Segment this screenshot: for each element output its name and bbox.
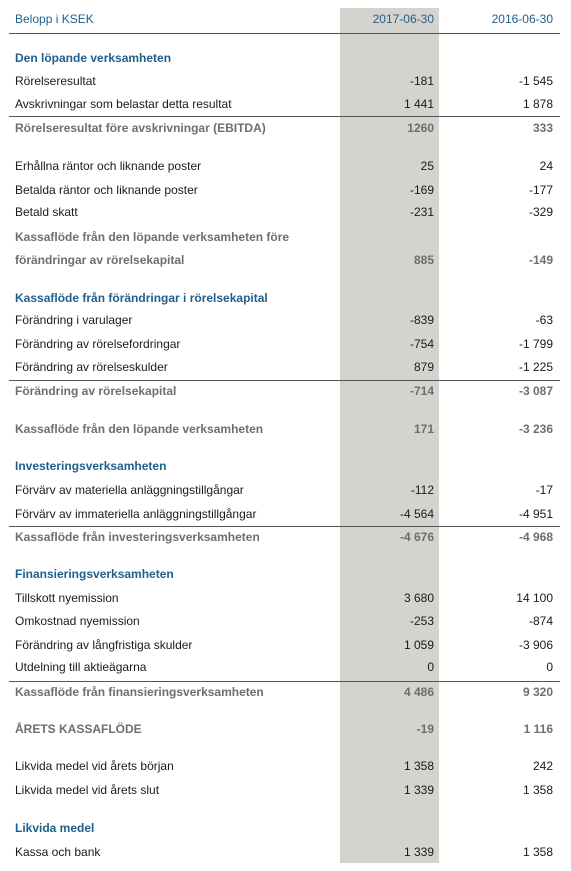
value-2017: -4 676 bbox=[399, 530, 434, 544]
value-2017: 1 059 bbox=[403, 638, 434, 652]
value-2016: -1 545 bbox=[518, 74, 553, 88]
row-label: Kassaflöde från investeringsverksamheten bbox=[15, 530, 260, 544]
table-row bbox=[9, 504, 560, 524]
value-2017: 25 bbox=[420, 159, 434, 173]
subtotal-divider bbox=[9, 380, 560, 381]
table-row bbox=[9, 202, 560, 222]
table-row bbox=[9, 334, 560, 354]
table-row bbox=[9, 611, 560, 631]
row-label: Utdelning till aktieägarna bbox=[15, 660, 147, 674]
value-2017: 1 339 bbox=[403, 845, 434, 859]
value-2016: 1 116 bbox=[523, 722, 553, 736]
row-label: Rörelseresultat före avskrivningar (EBITDA) bbox=[15, 121, 266, 135]
value-2017: 1 358 bbox=[403, 759, 434, 773]
value-2017: 879 bbox=[413, 360, 434, 374]
subtotal-row bbox=[9, 419, 560, 439]
row-label: Kassaflöde från finansieringsverksamheten bbox=[15, 685, 264, 699]
row-label: Betald skatt bbox=[15, 205, 78, 219]
subtotal-row bbox=[9, 118, 560, 138]
row-label: Förändring av långfristiga skulder bbox=[15, 638, 193, 652]
value-2016: -1 225 bbox=[518, 360, 553, 374]
value-2017: 3 680 bbox=[403, 591, 434, 605]
table-row bbox=[9, 94, 560, 114]
table-row bbox=[9, 657, 560, 677]
value-2016: -149 bbox=[528, 253, 553, 267]
table-row bbox=[9, 357, 560, 377]
table-row bbox=[9, 310, 560, 330]
value-2017: -754 bbox=[409, 337, 434, 351]
row-label: Förvärv av materiella anläggningstillgångar bbox=[15, 483, 244, 497]
table-row bbox=[9, 180, 560, 200]
row-label: Förvärv av immateriella anläggningstillgångar bbox=[15, 507, 257, 521]
table-row bbox=[9, 635, 560, 655]
value-2017: -181 bbox=[409, 74, 434, 88]
value-2016: -874 bbox=[528, 614, 553, 628]
row-label: Tillskott nyemission bbox=[15, 591, 119, 605]
row-label: Finansieringsverksamheten bbox=[15, 567, 174, 581]
value-2016: 1 358 bbox=[522, 783, 553, 797]
value-2016: 1 878 bbox=[522, 97, 553, 111]
row-label: Rörelseresultat bbox=[15, 74, 96, 88]
value-2016: -1 799 bbox=[518, 337, 553, 351]
value-2016: -4 968 bbox=[518, 530, 553, 544]
section-heading bbox=[9, 564, 560, 584]
row-label: Kassaflöde från den löpande verksamheten före bbox=[15, 230, 290, 244]
table-row bbox=[9, 480, 560, 500]
value-2017: 4 486 bbox=[403, 685, 434, 699]
subtotal-divider bbox=[9, 526, 560, 527]
table-row bbox=[9, 71, 560, 91]
value-2016: -63 bbox=[535, 313, 553, 327]
value-2017: -231 bbox=[409, 205, 434, 219]
row-label: Betalda räntor och liknande poster bbox=[15, 183, 198, 197]
header-divider bbox=[9, 33, 560, 34]
value-2017: -112 bbox=[410, 483, 434, 497]
row-label: Likvida medel vid årets början bbox=[15, 759, 174, 773]
row-label: Kassaflöde från förändringar i rörelsekapital bbox=[15, 291, 268, 305]
value-2017: -839 bbox=[409, 313, 434, 327]
value-2016: 242 bbox=[532, 759, 553, 773]
row-label: Kassa och bank bbox=[15, 845, 101, 859]
row-label: Omkostnad nyemission bbox=[15, 614, 140, 628]
header-col-2017: 2017-06-30 bbox=[372, 12, 434, 26]
value-2016: -4 951 bbox=[518, 507, 553, 521]
row-label: Avskrivningar som belastar detta resultat bbox=[15, 97, 232, 111]
section-heading bbox=[9, 48, 560, 68]
row-label: Den löpande verksamheten bbox=[15, 51, 172, 65]
subtotal-divider bbox=[9, 116, 560, 117]
section-heading bbox=[9, 818, 560, 838]
header-col-2016: 2016-06-30 bbox=[491, 12, 553, 26]
section-heading bbox=[9, 456, 560, 476]
subtotal-row bbox=[9, 527, 560, 547]
value-2017: -4 564 bbox=[399, 507, 434, 521]
value-2016: 0 bbox=[546, 660, 553, 674]
value-2016: -177 bbox=[528, 183, 553, 197]
row-label: Förändring av rörelseskulder bbox=[15, 360, 168, 374]
row-label: Erhållna räntor och liknande poster bbox=[15, 159, 202, 173]
row-label: Förändring i varulager bbox=[15, 313, 133, 327]
value-2016: -3 906 bbox=[518, 638, 553, 652]
subtotal-row bbox=[9, 682, 560, 702]
value-2016: -3 236 bbox=[518, 422, 553, 436]
table-row bbox=[9, 756, 560, 776]
value-2017: 1 441 bbox=[403, 97, 434, 111]
value-2017: 1260 bbox=[407, 121, 434, 135]
value-2016: -17 bbox=[535, 483, 553, 497]
subtotal-divider bbox=[9, 681, 560, 682]
value-2017: -714 bbox=[409, 384, 434, 398]
table-header bbox=[9, 9, 560, 29]
value-2016: 9 320 bbox=[522, 685, 553, 699]
value-2017: -253 bbox=[409, 614, 434, 628]
subtotal-row bbox=[9, 719, 560, 739]
value-2016: 333 bbox=[532, 121, 553, 135]
value-2017: -19 bbox=[416, 722, 434, 736]
table-row bbox=[9, 842, 560, 862]
value-2016: 24 bbox=[539, 159, 553, 173]
row-label: ÅRETS KASSAFLÖDE bbox=[15, 722, 142, 736]
value-2017: -169 bbox=[409, 183, 434, 197]
header-label: Belopp i KSEK bbox=[15, 12, 94, 26]
row-label: Likvida medel bbox=[15, 821, 95, 835]
row-label: Likvida medel vid årets slut bbox=[15, 783, 160, 797]
value-2016: -329 bbox=[528, 205, 553, 219]
subtotal-row bbox=[9, 227, 560, 247]
section-heading bbox=[9, 288, 560, 308]
value-2017: 1 339 bbox=[403, 783, 434, 797]
row-label: förändringar av rörelsekapital bbox=[15, 253, 185, 267]
table-row bbox=[9, 588, 560, 608]
table-row bbox=[9, 780, 560, 800]
value-2016: 14 100 bbox=[516, 591, 553, 605]
value-2017: 0 bbox=[427, 660, 434, 674]
table-row bbox=[9, 156, 560, 176]
row-label: Förändring av rörelsefordringar bbox=[15, 337, 181, 351]
subtotal-row bbox=[9, 381, 560, 401]
value-2016: -3 087 bbox=[518, 384, 553, 398]
value-2016: 1 358 bbox=[522, 845, 553, 859]
row-label: Investeringsverksamheten bbox=[15, 459, 167, 473]
value-2017: 171 bbox=[413, 422, 434, 436]
subtotal-row bbox=[9, 250, 560, 270]
row-label: Förändring av rörelsekapital bbox=[15, 384, 177, 398]
value-2017: 885 bbox=[413, 253, 434, 267]
row-label: Kassaflöde från den löpande verksamheten bbox=[15, 422, 264, 436]
